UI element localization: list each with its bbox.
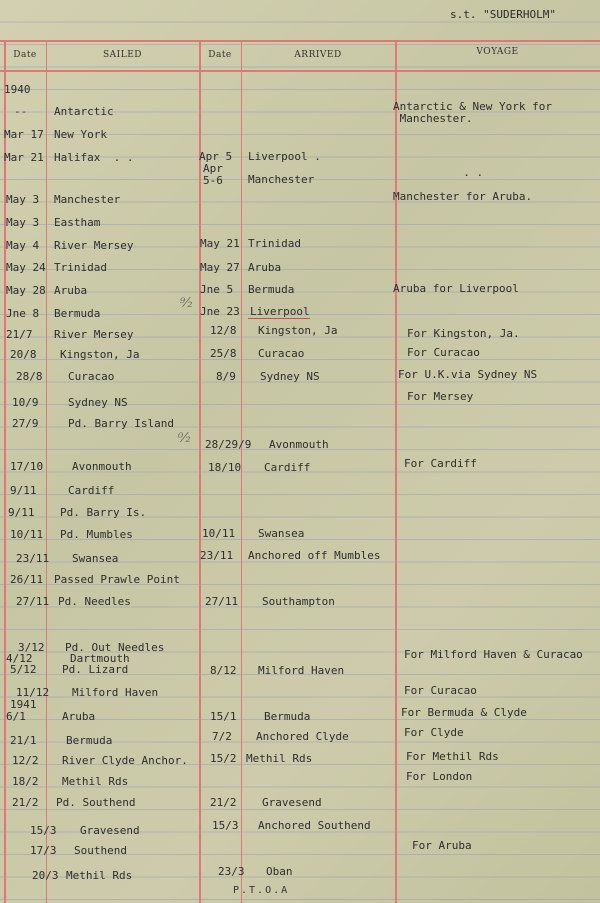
- arrived-place: Liverpool .: [248, 150, 321, 163]
- sailed-place: Manchester: [54, 193, 121, 206]
- arrived-date: 27/11: [205, 595, 239, 608]
- arrived-place: Anchored off Mumbles: [248, 549, 381, 562]
- voyage-note: For Cardiff: [404, 457, 477, 470]
- sailed-date: 1940: [4, 83, 31, 96]
- sailed-place: Cardiff: [68, 484, 115, 497]
- sailed-place: Methil Rds: [66, 869, 133, 882]
- arrived-date: May 21: [200, 237, 240, 250]
- arrived-date: Apr 5: [199, 150, 233, 163]
- sailed-date: 21/2: [12, 796, 39, 809]
- arrived-date: 25/8: [210, 347, 237, 360]
- sailed-place: Swansea: [72, 552, 119, 565]
- sailed-place: Bermuda: [66, 734, 113, 747]
- col-rule-left: [4, 40, 6, 903]
- sailed-date: 12/2: [12, 754, 39, 767]
- voyage-note: Antarctic & New York for Manchester.: [393, 100, 552, 125]
- voyage-note: Manchester for Aruba.: [393, 190, 533, 203]
- arrived-place: Curacao: [258, 347, 305, 360]
- arrived-date: 15/2: [210, 752, 237, 765]
- sailed-place: Sydney NS: [68, 396, 128, 409]
- voyage-note: For U.K.via Sydney NS: [398, 368, 538, 381]
- sailed-date: 11/12: [16, 686, 50, 699]
- arrived-date: 8/9: [216, 370, 236, 383]
- arrived-place: Manchester: [248, 173, 315, 186]
- arrived-place: Sydney NS: [260, 370, 320, 383]
- liverpool-underline: [248, 318, 310, 319]
- sailed-place: Southend: [74, 844, 127, 857]
- sailed-place: Gravesend: [80, 824, 140, 837]
- arrived-place: Methil Rds: [246, 752, 313, 765]
- sailed-date: 9/11: [8, 506, 35, 519]
- sailed-date: 17/3: [30, 844, 57, 857]
- sailed-place: Methil Rds: [62, 775, 129, 788]
- sailed-date: 28/8: [16, 370, 43, 383]
- arrived-date: 23/11: [200, 549, 234, 562]
- voyage-note: For Aruba: [412, 839, 472, 852]
- sailed-date: 10/11: [10, 528, 44, 541]
- arrived-date: 23/3: [218, 865, 245, 878]
- sailed-date: --: [14, 105, 28, 118]
- sailed-place: Pd. Barry Island: [68, 417, 174, 430]
- sailed-date: May 24: [6, 261, 46, 274]
- header-bottom-rule: [0, 70, 600, 72]
- header-top-rule: [0, 40, 600, 42]
- arrived-date: Apr 5-6: [203, 162, 223, 187]
- sailed-date: 10/9: [12, 396, 39, 409]
- sailed-place: New York: [54, 128, 107, 141]
- arrived-date: 10/11: [202, 527, 236, 540]
- sailed-date: 21/7: [6, 328, 33, 341]
- arrived-date: 8/12: [210, 664, 237, 677]
- sailed-place: Bermuda: [54, 307, 101, 320]
- arrived-place: Milford Haven: [258, 664, 345, 677]
- voyage-note: Aruba for Liverpool: [393, 282, 519, 295]
- sailed-date: May 28: [6, 284, 46, 297]
- sailed-place: Pd. Mumbles: [60, 528, 133, 541]
- sailed-place: Dartmouth: [70, 652, 130, 665]
- sailed-place: Eastham: [54, 216, 101, 229]
- sailed-date: May 3: [6, 216, 40, 229]
- col-rule-date2: [199, 40, 201, 903]
- arrived-place: Oban: [266, 865, 293, 878]
- sailed-place: Aruba: [62, 710, 96, 723]
- arrived-date: 15/3: [212, 819, 239, 832]
- handwritten-mark-1: ⁹⁄₂: [180, 296, 193, 311]
- arrived-date: 18/10: [208, 461, 242, 474]
- sailed-date: 1941: [10, 698, 37, 711]
- sailed-date: Mar 17: [4, 128, 44, 141]
- arrived-place: Avonmouth: [269, 438, 329, 451]
- sailed-date: May 4: [6, 239, 40, 252]
- arrived-date: 12/8: [210, 324, 237, 337]
- ship-name: s.t. "SUDERHOLM": [450, 8, 556, 21]
- arrived-place: Bermuda: [248, 283, 295, 296]
- arrived-date: 28/29/9: [205, 438, 252, 451]
- sailed-place: Pd. Barry Is.: [60, 506, 147, 519]
- sailed-date: 20/8: [10, 348, 37, 361]
- arrived-date: Jne 23: [200, 305, 240, 318]
- arrived-place: Anchored Clyde: [256, 730, 349, 743]
- sailed-date: 3/12: [18, 641, 45, 654]
- sailed-date: Mar 21: [4, 151, 44, 164]
- sailed-place: Halifax . .: [54, 151, 134, 164]
- arrived-place: Aruba: [248, 261, 282, 274]
- sailed-date: 18/2: [12, 775, 39, 788]
- voyage-note: For Bermuda & Clyde: [401, 706, 527, 719]
- sailed-place: Milford Haven: [72, 686, 159, 699]
- arrived-date: 21/2: [210, 796, 237, 809]
- arrived-date: Jne 5: [200, 283, 234, 296]
- voyage-note: For Curacao: [404, 684, 477, 697]
- header-date-arrived: Date: [208, 50, 232, 60]
- header-arrived: ARRIVED: [294, 50, 342, 60]
- arrived-place: Southampton: [262, 595, 335, 608]
- sailed-place: Pd. Out Needles: [65, 641, 165, 654]
- header-date-sailed: Date: [13, 50, 37, 60]
- sailed-place: Avonmouth: [72, 460, 132, 473]
- arrived-date: 7/2: [212, 730, 232, 743]
- sailed-date: Jne 8: [6, 307, 40, 320]
- sailed-place: Kingston, Ja: [60, 348, 140, 361]
- arrived-place: Gravesend: [262, 796, 322, 809]
- voyage-note: For Methil Rds: [406, 750, 499, 763]
- arrived-place: Kingston, Ja: [258, 324, 338, 337]
- sailed-place: River Mersey: [54, 239, 134, 252]
- sailed-place: Pd. Needles: [58, 595, 131, 608]
- arrived-date: 15/1: [210, 710, 237, 723]
- arrived-place: Cardiff: [264, 461, 311, 474]
- sailed-date: 17/10: [10, 460, 44, 473]
- handwritten-mark-2: ⁰⁄₂: [178, 431, 191, 446]
- sailed-date: May 3: [6, 193, 40, 206]
- sailed-date: 6/1: [6, 710, 26, 723]
- sailed-date: 20/3: [32, 869, 59, 882]
- col-rule-voyage: [395, 40, 397, 903]
- col-rule-arrived: [241, 40, 242, 903]
- pto-note: P.T.O.A: [233, 885, 290, 896]
- sailed-date: 27/11: [16, 595, 50, 608]
- sailed-date: 4/12: [6, 652, 33, 665]
- sailed-date: 9/11: [10, 484, 37, 497]
- arrived-place: Anchored Southend: [258, 819, 371, 832]
- sailed-place: River Clyde Anchor.: [62, 754, 188, 767]
- voyage-note: For Kingston, Ja.: [407, 327, 520, 340]
- sailed-date: 21/1: [10, 734, 37, 747]
- arrived-place: Liverpool: [250, 305, 310, 318]
- sailed-date: 23/11: [16, 552, 50, 565]
- sailed-date: 15/3: [30, 824, 57, 837]
- sailed-date: 27/9: [12, 417, 39, 430]
- sailed-place: Antarctic: [54, 105, 114, 118]
- sailed-place: Passed Prawle Point: [54, 573, 180, 586]
- voyage-note: For Curacao: [407, 346, 480, 359]
- col-rule-sailed: [46, 40, 47, 903]
- sailed-place: Trinidad: [54, 261, 107, 274]
- sailed-place: Aruba: [54, 284, 88, 297]
- voyage-note: For Clyde: [404, 726, 464, 739]
- arrived-place: Trinidad: [248, 237, 301, 250]
- sailed-place: River Mersey: [54, 328, 134, 341]
- sailed-date: 26/11: [10, 573, 44, 586]
- arrived-date: May 27: [200, 261, 240, 274]
- voyage-note: . .: [450, 166, 484, 179]
- arrived-place: Swansea: [258, 527, 305, 540]
- sailed-place: Pd. Southend: [56, 796, 136, 809]
- sailed-place: Curacao: [68, 370, 115, 383]
- sailed-place: Pd. Lizard: [62, 663, 129, 676]
- sailed-date: 5/12: [10, 663, 37, 676]
- voyage-note: For Milford Haven & Curacao: [404, 648, 583, 661]
- header-sailed: SAILED: [103, 50, 142, 60]
- arrived-place: Bermuda: [264, 710, 311, 723]
- header-voyage: VOYAGE: [476, 47, 519, 57]
- voyage-note: For London: [406, 770, 473, 783]
- voyage-note: For Mersey: [407, 390, 474, 403]
